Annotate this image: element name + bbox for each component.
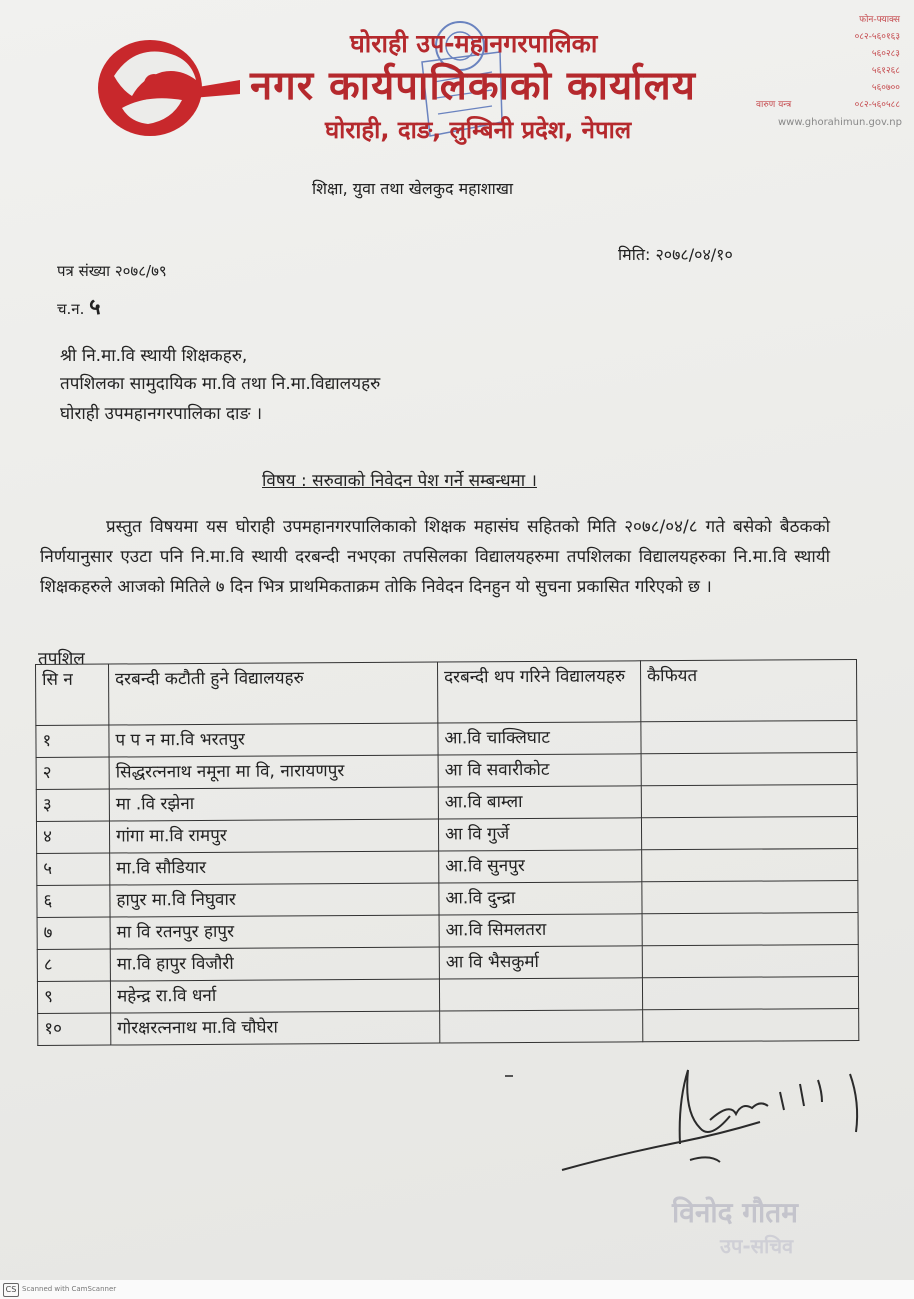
dispatch-number	[57, 291, 101, 321]
division-name: शिक्षा, युवा तथा खेलकुद महाशाखा	[312, 179, 514, 198]
table-cell: आ.वि दुन्द्रा	[439, 882, 642, 915]
table-cell: ७	[37, 917, 110, 949]
table-header-row	[36, 659, 857, 725]
table-cell: आ वि भैसकुर्मा	[439, 946, 642, 979]
table-cell: ३	[36, 789, 109, 821]
table-cell: ५	[37, 853, 110, 885]
table-row	[36, 784, 857, 821]
table-cell: ९	[37, 981, 110, 1013]
table-row	[37, 848, 858, 885]
scanner-note: Scanned with CamScanner	[22, 1285, 117, 1293]
camscanner-logo-icon: CS	[3, 1283, 19, 1297]
table-cell: १०	[38, 1013, 111, 1045]
phone-number: ०८२-५६०१६३	[854, 32, 900, 42]
table-cell: ६	[37, 885, 110, 917]
table-cell: हापुर मा.वि निघुवार	[110, 883, 439, 917]
table-cell	[641, 816, 857, 849]
fax-label: वारुण यन्त्र	[756, 100, 792, 110]
header-cell: कैफियत	[640, 659, 856, 721]
table-cell: सिद्धरत्ननाथ नमूना मा वि, नारायणपुर	[109, 755, 438, 789]
phone-number: ५६०२८३	[871, 49, 900, 59]
table-cell	[642, 944, 858, 977]
table-cell	[641, 720, 857, 753]
table-cell: आ वि सवारीकोट	[438, 754, 641, 787]
table-cell: ८	[37, 949, 110, 981]
table-cell: आ वि गुर्जे	[438, 818, 641, 851]
table-cell: मा वि रतनपुर हापुर	[110, 915, 439, 949]
table-cell	[439, 978, 642, 1011]
table-row	[37, 944, 858, 981]
table-row	[37, 880, 858, 917]
table-cell	[642, 912, 858, 945]
subject-line: विषय : सरुवाको निवेदन पेश गर्ने सम्बन्धमा ।	[262, 471, 537, 491]
table-cell: मा .वि रझेना	[109, 787, 438, 821]
dispatch-value: ५	[89, 295, 101, 320]
letter-number: पत्र संख्या २०७८/७९	[57, 262, 167, 280]
addressee-line: श्री नि.मा.वि स्थायी शिक्षकहरु,	[60, 346, 248, 366]
letter-date: मिति: २०७८/०४/१०	[618, 245, 733, 264]
table-cell	[641, 752, 857, 785]
website: www.ghorahimun.gov.np	[777, 117, 902, 128]
table-cell: गांगा मा.वि रामपुर	[109, 819, 438, 853]
table-cell: प प न मा.वि भरतपुर	[109, 723, 438, 757]
table-body	[36, 720, 859, 1045]
table-cell	[643, 1008, 859, 1041]
table-cell: आ.वि सिमलतरा	[439, 914, 642, 947]
table-cell: आ.वि बाम्ला	[438, 786, 641, 819]
table-row	[36, 720, 857, 757]
body-paragraph	[40, 512, 830, 602]
letterhead-address: घोराही, दाङ, लुम्बिनी प्रदेश, नेपाल	[325, 116, 632, 144]
fax-number: ०८२-५६०५८८	[854, 100, 900, 110]
table-cell: महेन्द्र रा.वि धर्ना	[110, 979, 439, 1013]
table-row	[37, 912, 858, 949]
table-cell: मा.वि सौडियार	[110, 851, 439, 885]
table-cell: आ.वि सुनपुर	[439, 850, 642, 883]
signatory-title: उप-सचिव	[720, 1234, 794, 1258]
letterhead-subtitle: घोराही उप-महानगरपालिका	[350, 29, 598, 58]
table-row	[37, 976, 858, 1013]
table-row	[36, 752, 857, 789]
table-cell: आ.वि चाक्लिघाट	[438, 722, 641, 755]
phone-number: ५६०७००	[871, 83, 900, 93]
table-caption: तपशिल	[38, 649, 85, 669]
phone-label: फोन-फ्याक्स	[859, 15, 900, 25]
table-cell	[642, 976, 858, 1009]
header-cell: दरबन्दी थप गरिने विद्यालयहरु	[437, 661, 640, 723]
body-text: प्रस्तुत विषयमा यस घोराही उपमहानगरपालिकाको शिक्षक महासंघ सहितको मिति २०७८/०४/८ गते बसेको बैठकको निर्णयानुसार एउटा पनि नि.मा.वि स्थायी दरबन्दी नभएका तपसिलका विद्यालयहरुमा तपशिलका विद्यालयहरुका नि.मा.वि स्थायी शिक्षकहरुले आजको मितिले ७ दिन भित्र प्राथमिकताक्रम तोकि निवेदन दिनहुन यो सुचना प्रकासित गरिएको छ ।	[40, 517, 830, 597]
table-cell: २	[36, 757, 109, 789]
signatory-name: विनोद गौतम	[672, 1196, 798, 1229]
transfer-table	[35, 659, 859, 1046]
header-cell: सि न	[36, 664, 109, 725]
table-row	[38, 1008, 859, 1045]
divider-mark	[505, 1075, 513, 1077]
table-cell: ४	[36, 821, 109, 853]
dispatch-label: च.न.	[57, 300, 85, 318]
addressee-line: तपशिलका सामुदायिक मा.वि तथा नि.मा.विद्यालयहरु	[60, 374, 381, 394]
phone-number: ५६१२६८	[871, 66, 900, 76]
handwritten-signature-icon	[560, 1062, 870, 1182]
letterhead-title: नगर कार्यपालिकाको कार्यालय	[250, 63, 696, 109]
table-cell	[642, 880, 858, 913]
table-cell	[641, 784, 857, 817]
table-cell: १	[36, 725, 109, 757]
letterhead-contact	[756, 12, 906, 131]
table-cell	[642, 848, 858, 881]
fax-row	[756, 97, 906, 114]
municipality-emblem-icon	[92, 28, 242, 146]
table-cell: गोरक्षरत्ननाथ मा.वि चौघेरा	[111, 1011, 440, 1045]
scanner-footer	[0, 1280, 914, 1299]
table-cell: मा.वि हापुर विजौरी	[110, 947, 439, 981]
header-cell: दरबन्दी कटौती हुने विद्यालयहरु	[109, 662, 438, 725]
addressee-line: घोराही उपमहानगरपालिका दाङ ।	[60, 404, 263, 424]
table-cell	[440, 1010, 643, 1043]
table-row	[36, 816, 857, 853]
